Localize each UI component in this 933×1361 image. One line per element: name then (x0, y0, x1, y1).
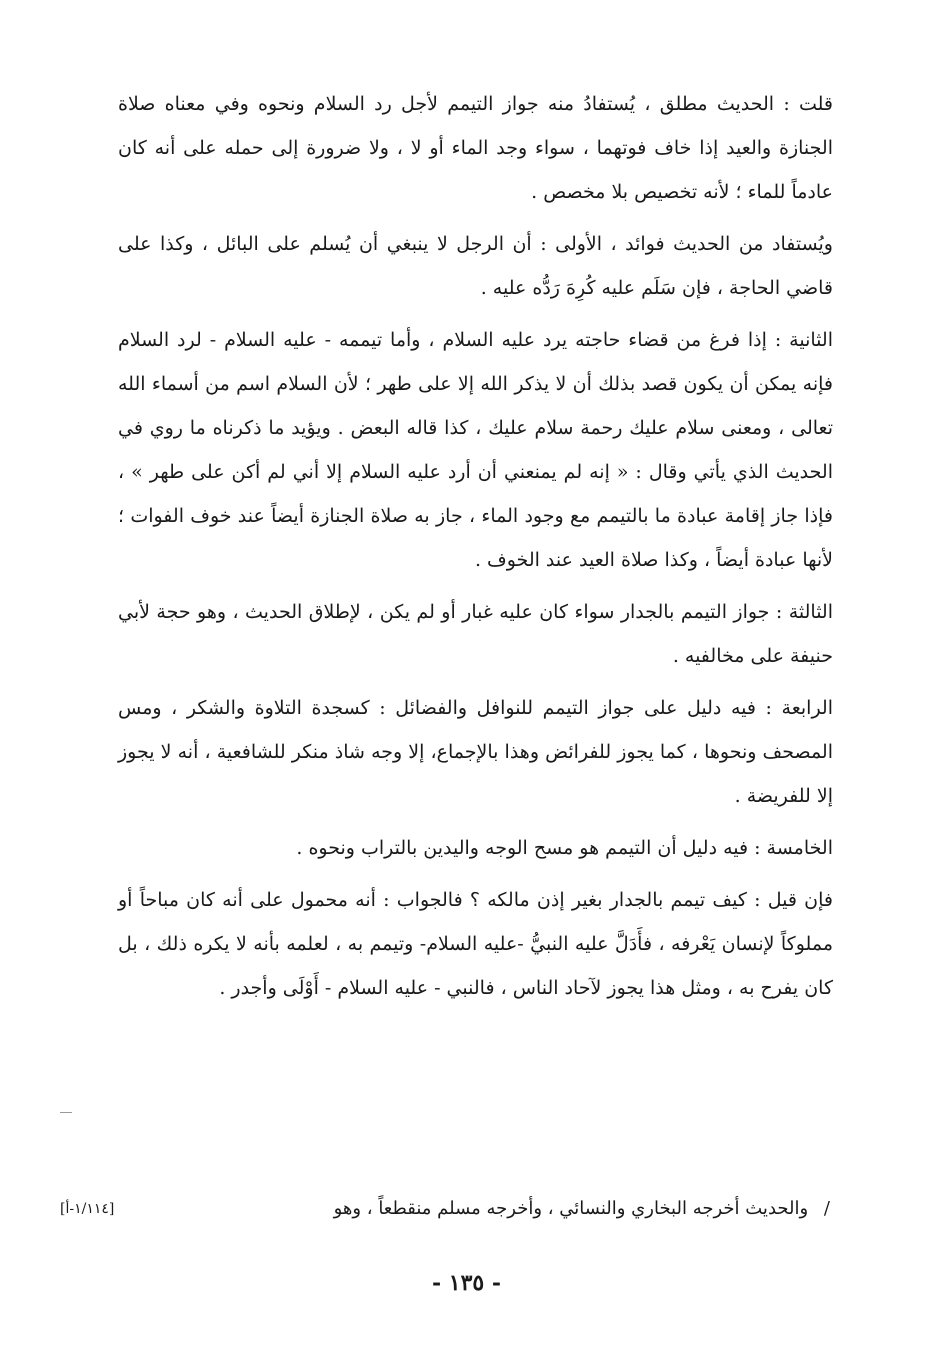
paragraph-2: ويُستفاد من الحديث فوائد ، الأولى : أن الرجل لا ينبغي أن يُسلم على البائل ، وكذا على قاضي الحاجة ، فإن سَلَم عليه كُرِهَ رَدُّه عليه . (118, 233, 833, 299)
manuscript-reference: [١/١١٤-أ] (60, 1201, 115, 1217)
continuation-line (60, 1194, 830, 1224)
paragraph-7: فإن قيل : كيف تيمم بالجدار بغير إذن مالكه ؟ فالجواب : أنه محمول على أنه كان مباحاً أو مملوكاً لإنسان يَعْرفه ، فأَدَلَّ عليه النبيُّ -عليه السلام- وتيمم به ، لعلمه بأنه لا يكره ذلك ، بل كان يفرح به ، ومثل هذا يجوز لآحاد الناس ، فالنبي - عليه السلام - أَوْلَى وأجدر . (118, 889, 833, 999)
main-text (118, 82, 833, 1018)
continuation-text: والحديث أخرجه البخاري والنسائي ، وأخرجه مسلم منقطعاً ، وهو (333, 1198, 809, 1219)
paragraph-4: الثالثة : جواز التيمم بالجدار سواء كان عليه غبار أو لم يكن ، لإطلاق الحديث ، وهو حجة لأبي حنيفة على مخالفيه . (118, 601, 833, 667)
paragraph-1: قلت : الحديث مطلق ، يُستفادُ منه جواز التيمم لأجل رد السلام ونحوه وفي معناه صلاة الجنازة والعيد إذا خاف فوتهما ، سواء وجد الماء أو لا ، ولا ضرورة إلى حمله على أنه كان عادماً للماء ؛ لأنه تخصيص بلا مخصص . (118, 93, 833, 203)
margin-mark (60, 1112, 72, 1113)
slash-marker: / (823, 1198, 830, 1219)
page-number: - ١٣٥ - (431, 1270, 502, 1296)
paragraph-5: الرابعة : فيه دليل على جواز التيمم للنوافل والفضائل : كسجدة التلاوة والشكر ، ومس المصحف ونحوها ، كما يجوز للفرائض وهذا بالإجماع، إلا وجه شاذ منكر للشافعية ، أنه لا يجوز إلا للفريضة . (118, 697, 833, 807)
paragraph-3: الثانية : إذا فرغ من قضاء حاجته يرد عليه السلام ، وأما تيممه - عليه السلام - لرد السلام فإنه يمكن أن يكون قصد بذلك أن لا يذكر الله إلا على طهر ؛ لأن السلام اسم من أسماء الله تعالى ، ومعنى سلام عليك رحمة سلام عليك ، كذا قاله البعض . ويؤيد ما ذكرناه ما روي في الحديث الذي يأتي وقال : « إنه لم يمنعني أن أرد عليه السلام إلا أني لم أكن على طهر » ، فإذا جاز إقامة عبادة ما بالتيمم مع وجود الماء ، جاز به صلاة الجنازة أيضاً عند خوف الفوات ؛ لأنها عبادة أيضاً ، وكذا صلاة العيد عند الخوف . (118, 329, 833, 571)
paragraph-6: الخامسة : فيه دليل أن التيمم هو مسح الوجه واليدين بالتراب ونحوه . (296, 837, 833, 859)
